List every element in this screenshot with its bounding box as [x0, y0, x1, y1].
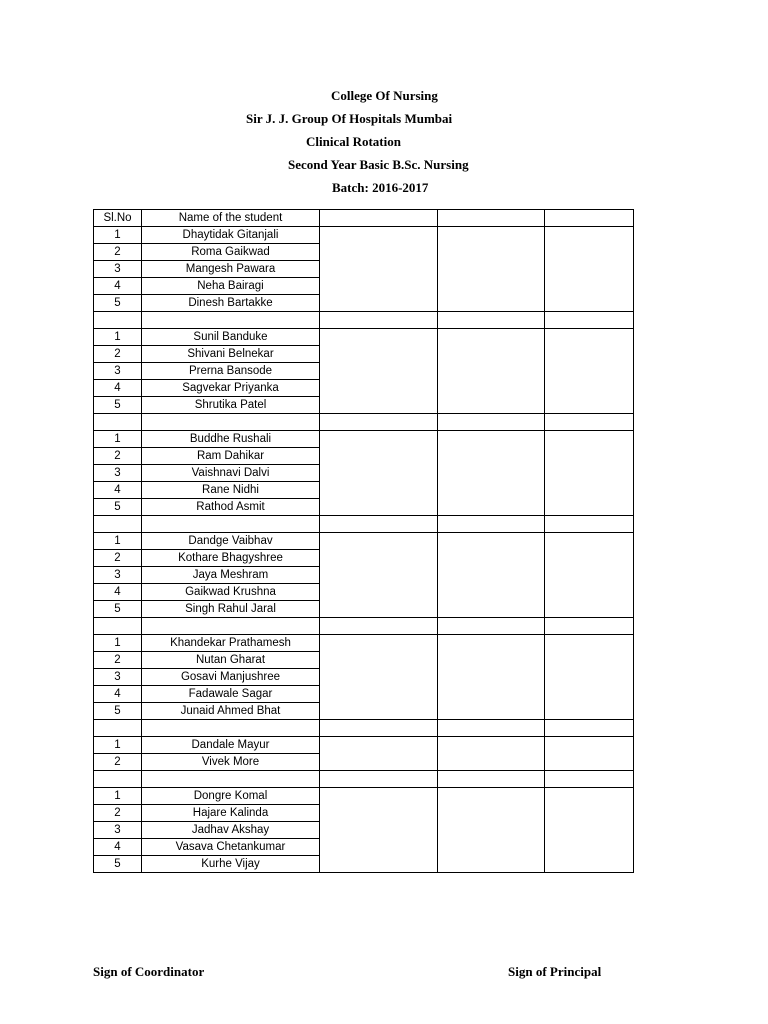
student-name-cell: Kurhe Vijay: [142, 856, 320, 873]
table-row: [94, 788, 634, 805]
rotation-cell: [438, 431, 545, 516]
group-separator-row: [94, 312, 634, 329]
serial-number-cell: 3: [94, 822, 142, 839]
serial-number-cell: 5: [94, 397, 142, 414]
rotation-cell: [320, 635, 438, 720]
serial-number-cell: 5: [94, 295, 142, 312]
student-name-cell: Dongre Komal: [142, 788, 320, 805]
serial-number-cell: 2: [94, 550, 142, 567]
student-name-cell: Mangesh Pawara: [142, 261, 320, 278]
empty-cell: [94, 771, 142, 788]
student-name-cell: Dhaytidak Gitanjali: [142, 227, 320, 244]
student-name-cell: Kothare Bhagyshree: [142, 550, 320, 567]
empty-cell: [94, 414, 142, 431]
rotation-cell: [545, 329, 634, 414]
serial-number-cell: 5: [94, 499, 142, 516]
empty-cell: [320, 720, 438, 737]
rotation-cell: [320, 788, 438, 873]
empty-cell: [545, 312, 634, 329]
serial-number-cell: 3: [94, 669, 142, 686]
hospital-title: Sir J. J. Group Of Hospitals Mumbai: [246, 111, 453, 126]
table-row: [94, 329, 634, 346]
serial-number-cell: 3: [94, 567, 142, 584]
serial-number-cell: 3: [94, 363, 142, 380]
rotation-cell: [545, 431, 634, 516]
empty-cell: [320, 312, 438, 329]
student-name-cell: Vaishnavi Dalvi: [142, 465, 320, 482]
serial-number-cell: 1: [94, 788, 142, 805]
empty-cell: [545, 771, 634, 788]
table-header-cell: [438, 210, 545, 227]
rotation-cell: [320, 737, 438, 771]
student-name-cell: Buddhe Rushali: [142, 431, 320, 448]
student-name-cell: Junaid Ahmed Bhat: [142, 703, 320, 720]
rotation-cell: [320, 431, 438, 516]
student-name-cell: Gaikwad Krushna: [142, 584, 320, 601]
serial-number-cell: 5: [94, 601, 142, 618]
student-name-cell: Sunil Banduke: [142, 329, 320, 346]
group-separator-row: [94, 771, 634, 788]
serial-number-cell: 2: [94, 754, 142, 771]
rotation-cell: [320, 227, 438, 312]
principal-signature-label: Sign of Principal: [508, 964, 602, 979]
serial-number-cell: 1: [94, 737, 142, 754]
rotation-cell: [545, 788, 634, 873]
student-name-cell: Rane Nidhi: [142, 482, 320, 499]
serial-number-cell: 2: [94, 346, 142, 363]
rotation-cell: [545, 533, 634, 618]
empty-cell: [94, 516, 142, 533]
table-header-cell: Name of the student: [142, 210, 320, 227]
student-name-cell: Jaya Meshram: [142, 567, 320, 584]
empty-cell: [320, 516, 438, 533]
student-name-cell: Fadawale Sagar: [142, 686, 320, 703]
serial-number-cell: 1: [94, 533, 142, 550]
table-header-cell: [320, 210, 438, 227]
empty-cell: [94, 720, 142, 737]
group-separator-row: [94, 618, 634, 635]
student-name-cell: Dandge Vaibhav: [142, 533, 320, 550]
empty-cell: [438, 771, 545, 788]
rotation-table: [93, 209, 634, 873]
group-separator-row: [94, 414, 634, 431]
coordinator-signature-label: Sign of Coordinator: [93, 964, 205, 979]
empty-cell: [94, 618, 142, 635]
serial-number-cell: 4: [94, 584, 142, 601]
empty-cell: [545, 414, 634, 431]
student-name-cell: Hajare Kalinda: [142, 805, 320, 822]
group-separator-row: [94, 516, 634, 533]
rotation-cell: [438, 788, 545, 873]
serial-number-cell: 1: [94, 227, 142, 244]
rotation-cell: [438, 329, 545, 414]
student-name-cell: Nutan Gharat: [142, 652, 320, 669]
empty-cell: [142, 720, 320, 737]
student-name-cell: Vasava Chetankumar: [142, 839, 320, 856]
empty-cell: [94, 312, 142, 329]
table-row: [94, 227, 634, 244]
serial-number-cell: 4: [94, 686, 142, 703]
empty-cell: [320, 414, 438, 431]
table-row: [94, 533, 634, 550]
student-name-cell: Khandekar Prathamesh: [142, 635, 320, 652]
table-header-cell: [545, 210, 634, 227]
empty-cell: [142, 516, 320, 533]
empty-cell: [142, 771, 320, 788]
student-name-cell: Roma Gaikwad: [142, 244, 320, 261]
serial-number-cell: 2: [94, 448, 142, 465]
rotation-cell: [438, 533, 545, 618]
rotation-cell: [438, 635, 545, 720]
empty-cell: [545, 516, 634, 533]
table-row: [94, 635, 634, 652]
serial-number-cell: 4: [94, 482, 142, 499]
empty-cell: [545, 720, 634, 737]
course-title: Second Year Basic B.Sc. Nursing: [288, 157, 469, 172]
rotation-cell: [545, 635, 634, 720]
serial-number-cell: 4: [94, 278, 142, 295]
batch-title: Batch: 2016-2017: [332, 180, 429, 195]
table-row: [94, 737, 634, 754]
table-row: [94, 431, 634, 448]
student-name-cell: Rathod Asmit: [142, 499, 320, 516]
student-name-cell: Dandale Mayur: [142, 737, 320, 754]
serial-number-cell: 4: [94, 839, 142, 856]
empty-cell: [545, 618, 634, 635]
student-name-cell: Dinesh Bartakke: [142, 295, 320, 312]
empty-cell: [438, 516, 545, 533]
student-name-cell: Singh Rahul Jaral: [142, 601, 320, 618]
student-name-cell: Neha Bairagi: [142, 278, 320, 295]
serial-number-cell: 5: [94, 856, 142, 873]
empty-cell: [142, 414, 320, 431]
document-title: Clinical Rotation: [306, 134, 401, 149]
serial-number-cell: 3: [94, 261, 142, 278]
table-header-row: [94, 210, 634, 227]
rotation-cell: [320, 329, 438, 414]
serial-number-cell: 2: [94, 805, 142, 822]
student-name-cell: Prerna Bansode: [142, 363, 320, 380]
serial-number-cell: 4: [94, 380, 142, 397]
college-title: College Of Nursing: [331, 88, 438, 103]
serial-number-cell: 2: [94, 652, 142, 669]
empty-cell: [320, 618, 438, 635]
group-separator-row: [94, 720, 634, 737]
empty-cell: [438, 618, 545, 635]
serial-number-cell: 2: [94, 244, 142, 261]
student-name-cell: Sagvekar Priyanka: [142, 380, 320, 397]
serial-number-cell: 1: [94, 431, 142, 448]
student-name-cell: Gosavi Manjushree: [142, 669, 320, 686]
student-name-cell: Shivani Belnekar: [142, 346, 320, 363]
serial-number-cell: 5: [94, 703, 142, 720]
student-name-cell: Shrutika Patel: [142, 397, 320, 414]
rotation-cell: [438, 227, 545, 312]
student-name-cell: Jadhav Akshay: [142, 822, 320, 839]
table-header-cell: Sl.No: [94, 210, 142, 227]
empty-cell: [320, 771, 438, 788]
empty-cell: [142, 618, 320, 635]
rotation-cell: [545, 227, 634, 312]
empty-cell: [142, 312, 320, 329]
empty-cell: [438, 414, 545, 431]
rotation-cell: [320, 533, 438, 618]
student-name-cell: Vivek More: [142, 754, 320, 771]
empty-cell: [438, 312, 545, 329]
student-name-cell: Ram Dahikar: [142, 448, 320, 465]
serial-number-cell: 1: [94, 635, 142, 652]
serial-number-cell: 1: [94, 329, 142, 346]
rotation-cell: [438, 737, 545, 771]
empty-cell: [438, 720, 545, 737]
rotation-cell: [545, 737, 634, 771]
serial-number-cell: 3: [94, 465, 142, 482]
